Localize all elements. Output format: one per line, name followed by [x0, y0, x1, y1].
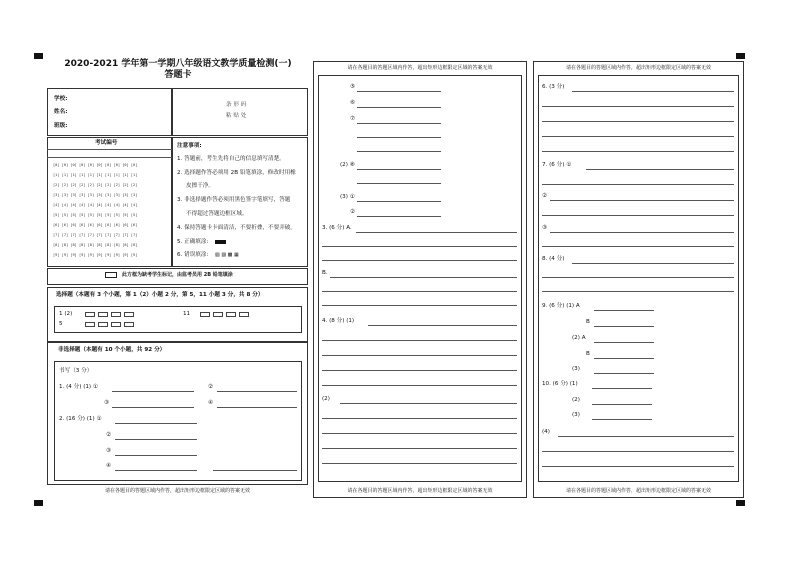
answer-line[interactable] [550, 200, 734, 201]
q5-choice-label: 5 [59, 321, 63, 327]
barcode-box [172, 88, 308, 136]
note-item: 1. 答题前，考生先将自己的信息填写清楚。 [177, 156, 285, 162]
answer-line[interactable] [115, 439, 197, 440]
question-label: (2) [322, 396, 330, 402]
q11-choice-label: 11 [183, 311, 191, 317]
q2-label: ④ [106, 463, 112, 469]
answer-line[interactable] [542, 246, 734, 247]
answer-line[interactable] [322, 260, 517, 261]
answer-line[interactable] [357, 137, 441, 138]
answer-line[interactable] [115, 470, 197, 471]
answer-line[interactable] [322, 340, 517, 341]
answer-line[interactable] [542, 106, 734, 107]
bubble-row[interactable]: [7] [7] [7] [7] [7] [7] [7] [7] [7] [7] [53, 233, 138, 237]
answer-line[interactable] [322, 291, 517, 292]
q1-label: ④ [208, 400, 214, 406]
answer-line[interactable] [542, 291, 734, 292]
q2-label: ② [106, 432, 112, 438]
q1-options[interactable] [85, 311, 137, 318]
question-label: 4. (8 分) (1) [322, 318, 355, 324]
item-label: (3) ① [340, 194, 355, 200]
q2-label: 2. (16 分) (1) ① [59, 416, 102, 422]
item-label: ⑥ [350, 100, 356, 106]
absent-checkbox[interactable] [105, 272, 117, 278]
note-item: 3. 非选择题作答必须用黑色签字笔填写，答题 [177, 197, 291, 203]
absent-note: 此方框为缺考学生标记，由监考员用 2B 铅笔填涂 [122, 272, 233, 278]
answer-line[interactable] [592, 404, 652, 405]
note-item: 2. 选择题作答必须用 2B 铅笔填涂，修改时用橡 [177, 170, 296, 176]
q2-label: ③ [106, 448, 112, 454]
school-label[interactable]: 学校: [54, 96, 68, 102]
question-label: (3) [572, 412, 580, 418]
answer-line[interactable] [217, 407, 297, 408]
answer-line[interactable] [357, 183, 441, 184]
boundary-notice: 请在各题目的答题区域内作答，超出矩形边框限定区域的答案无效 [565, 65, 711, 71]
answer-line[interactable] [115, 423, 197, 424]
answer-line[interactable] [368, 325, 517, 326]
barcode-label: 条 形 码 [226, 102, 247, 108]
q11-options[interactable] [200, 311, 252, 318]
answer-line[interactable] [594, 326, 654, 327]
boundary-notice: 请在各题目的答题区域内作答，超出矩形边框限定区域的答案无效 [347, 65, 493, 71]
choice-heading: 选择题（本题有 3 个小题，第 1（2）小题 2 分，第 5，11 小题 3 分，共 8 分） [56, 292, 264, 298]
nonchoice-heading: 非选择题（本题有 10 个小题，共 92 分） [58, 347, 166, 353]
answer-line[interactable] [550, 232, 734, 233]
answer-line[interactable] [357, 169, 441, 170]
bubble-row[interactable]: [5] [5] [5] [5] [5] [5] [5] [5] [5] [5] [53, 213, 138, 217]
question-label: B [586, 319, 590, 325]
question-label: 10. (6 分) (1) [542, 381, 578, 387]
boundary-notice: 请在各题目的答题区域内作答，超出矩形边框限定区域的答案无效 [565, 488, 711, 494]
answer-line[interactable] [542, 184, 734, 185]
note-item: 5. 正确填涂: [177, 239, 209, 245]
name-label[interactable]: 姓名: [54, 109, 68, 115]
q1-choice-label: 1 (2) [59, 311, 73, 317]
item-label: (2) ⑧ [340, 162, 355, 168]
answer-line[interactable] [542, 215, 734, 216]
answer-line[interactable] [322, 463, 517, 464]
answer-line[interactable] [322, 305, 517, 306]
class-label[interactable]: 班级: [54, 123, 68, 129]
answer-line[interactable] [594, 342, 654, 343]
writing-label: 书写（3 分） [59, 368, 93, 374]
item-label: ⑦ [350, 116, 356, 122]
answer-line[interactable] [330, 277, 517, 278]
answer-line[interactable] [572, 263, 734, 264]
barcode-label: 粘 贴 处 [226, 113, 247, 119]
answer-line[interactable] [322, 355, 517, 356]
answer-line[interactable] [322, 246, 517, 247]
question-label: (3) [572, 366, 580, 372]
question-label: 9. (6 分) (1) A [542, 303, 580, 309]
answer-line[interactable] [340, 403, 517, 404]
answer-line[interactable] [594, 373, 654, 374]
answer-line[interactable] [542, 277, 734, 278]
bubble-row[interactable]: [9] [9] [9] [9] [9] [9] [9] [9] [9] [9] [53, 253, 138, 257]
answer-line[interactable] [322, 433, 517, 434]
q1-label: ② [208, 384, 214, 390]
bubble-row[interactable]: [1] [1] [1] [1] [1] [1] [1] [1] [1] [1] [53, 173, 138, 177]
question-label: B. [322, 270, 328, 276]
bubble-row[interactable]: [6] [6] [6] [6] [6] [6] [6] [6] [6] [6] [53, 223, 138, 227]
question-label: (2) A [572, 335, 586, 341]
question-label: ③ [542, 225, 548, 231]
answer-line[interactable] [592, 419, 652, 420]
answer-line[interactable] [213, 470, 297, 471]
answer-line[interactable] [594, 310, 654, 311]
bubble-row[interactable]: [2] [2] [2] [2] [2] [2] [2] [2] [2] [2] [53, 183, 138, 187]
registration-mark [736, 500, 745, 506]
question-label: 6. (3 分) [542, 84, 565, 90]
bubble-row[interactable]: [3] [3] [3] [3] [3] [3] [3] [3] [3] [3] [53, 193, 138, 197]
question-label: ② [542, 193, 548, 199]
bubble-row[interactable]: [8] [8] [8] [8] [8] [8] [8] [8] [8] [8] [53, 243, 138, 247]
question-label: (4) [542, 429, 550, 435]
question-label: 7. (6 分) ① [542, 162, 572, 168]
question-label: B [586, 351, 590, 357]
answer-line[interactable] [356, 232, 517, 233]
answer-line[interactable] [357, 91, 441, 92]
correct-fill-icon [215, 240, 226, 244]
question-label: 3. (6 分) A. [322, 225, 352, 231]
boundary-notice: 请在各题目的答题区域内作答，超出矩形边框限定区域的答案无效 [104, 488, 250, 494]
answer-line[interactable] [357, 216, 441, 217]
answer-line[interactable] [112, 407, 194, 408]
answer-line[interactable] [594, 358, 654, 359]
notes-title: 注意事项: [177, 143, 202, 149]
note-item: 6. 错误填涂: [177, 252, 209, 258]
answer-line[interactable] [542, 121, 734, 122]
q1-label: ③ [104, 400, 110, 406]
q1-label: 1. (4 分) (1) ① [59, 384, 98, 390]
answer-line[interactable] [357, 123, 441, 124]
note-item: 皮擦干净。 [186, 183, 214, 189]
registration-mark [34, 500, 43, 506]
answer-line[interactable] [572, 91, 734, 92]
exam-number-label: 考试编号 [95, 140, 118, 146]
page-title: 2020-2021 学年第一学期八年级语文教学质量检测(一) 答题卡 [64, 59, 292, 80]
answer-line[interactable] [542, 136, 734, 137]
answer-line[interactable] [322, 418, 517, 419]
q5-options[interactable] [85, 321, 137, 328]
answer-line[interactable] [542, 451, 734, 452]
wrong-fill-icon: ▧ ▨ ▩ ▦ [215, 252, 239, 258]
answer-line[interactable] [112, 391, 194, 392]
answer-line[interactable] [322, 385, 517, 386]
answer-line[interactable] [115, 455, 197, 456]
answer-line[interactable] [357, 107, 441, 108]
note-item: 不得超过答题边框区域。 [186, 211, 248, 217]
answer-line[interactable] [586, 169, 734, 170]
boundary-notice: 请在各题目的答题区域内作答，超出矩形边框限定区域的答案无效 [347, 488, 493, 494]
bubble-row[interactable]: [0] [0] [0] [0] [0] [0] [0] [0] [0] [0] [53, 163, 138, 167]
answer-line[interactable] [558, 436, 734, 437]
question-label: 8. (4 分) [542, 256, 565, 262]
question-label: (2) [572, 397, 580, 403]
answer-line[interactable] [322, 448, 517, 449]
answer-line[interactable] [592, 388, 652, 389]
item-label: ⑤ [350, 84, 356, 90]
answer-line[interactable] [322, 370, 517, 371]
answer-line[interactable] [542, 466, 734, 467]
note-item: 4. 保持答题卡卡面清洁，不要折叠，不要弄破。 [177, 225, 296, 231]
answer-line[interactable] [357, 151, 441, 152]
registration-mark [34, 53, 43, 59]
bubble-row[interactable]: [4] [4] [4] [4] [4] [4] [4] [4] [4] [4] [53, 203, 138, 207]
item-label: ② [350, 209, 356, 215]
answer-line[interactable] [542, 151, 734, 152]
answer-line[interactable] [357, 201, 441, 202]
answer-line[interactable] [217, 391, 297, 392]
registration-mark [736, 53, 745, 59]
